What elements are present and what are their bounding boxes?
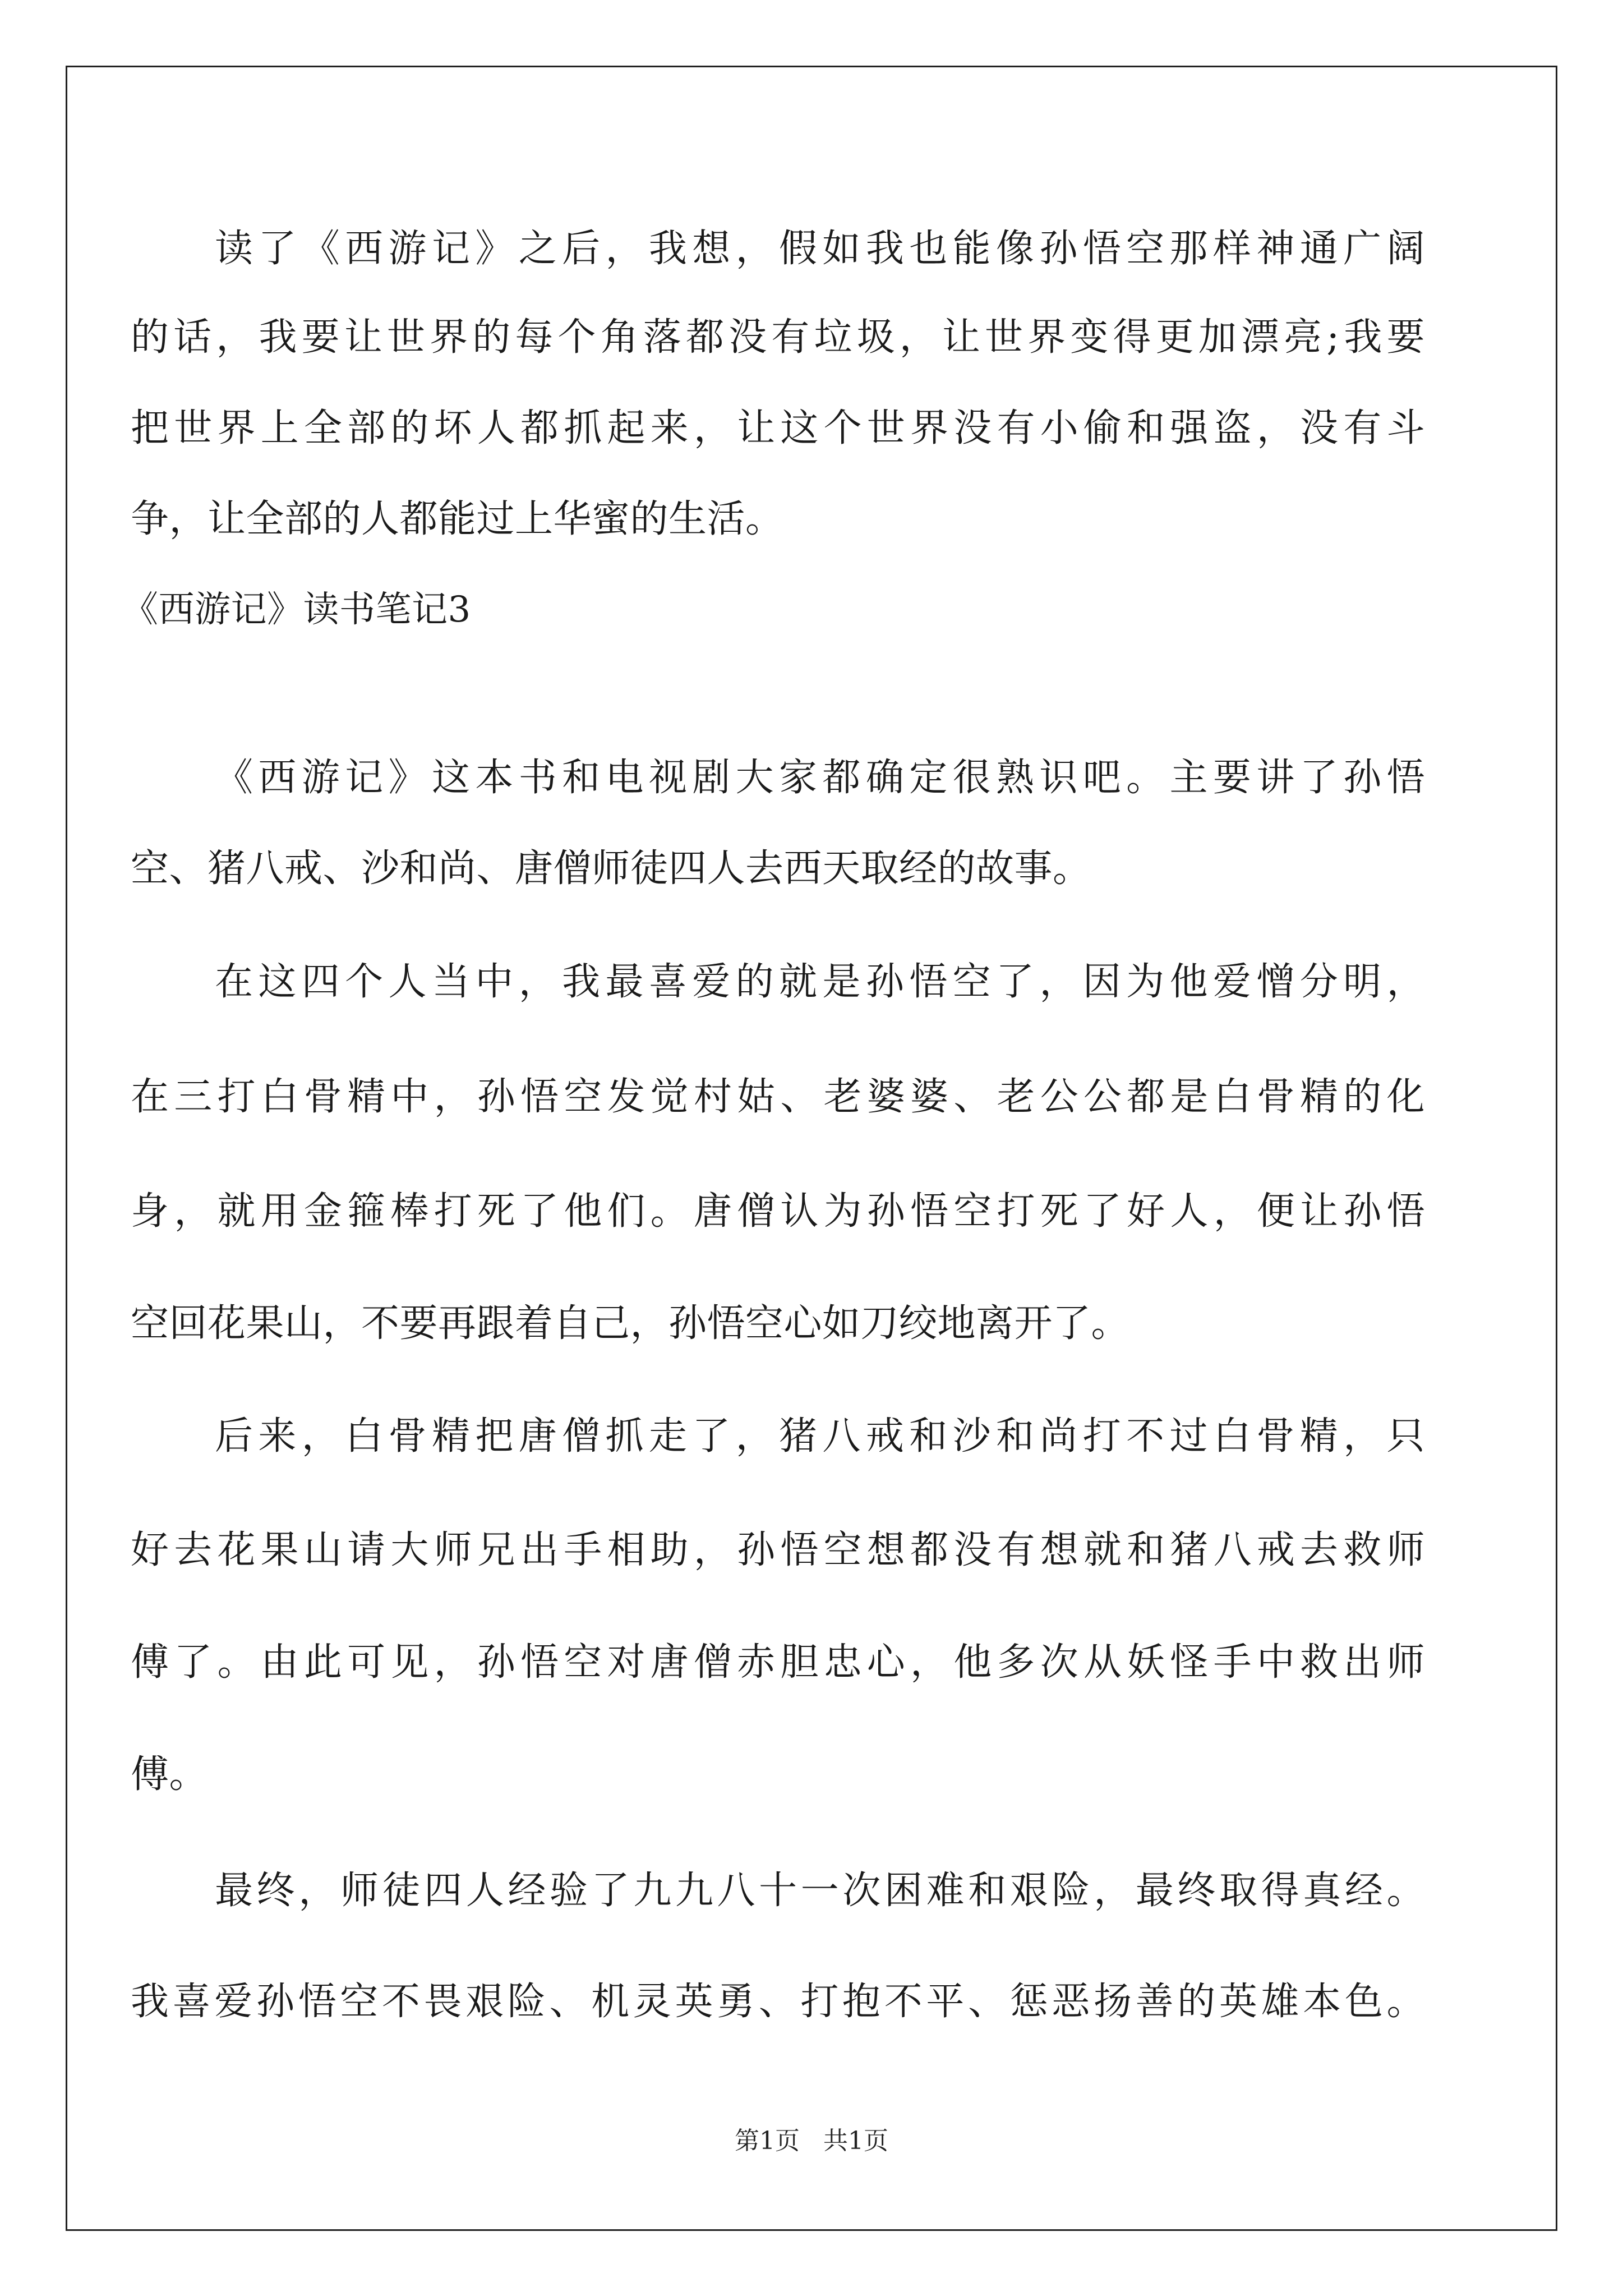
paragraph-4-line-1: 后来，白骨精把唐僧抓走了，猪八戒和沙和尚打不过白骨精，只: [215, 1414, 1425, 1458]
paragraph-3-line-4: 空回花果山，不要再跟着自己，孙悟空心如刀绞地离开了。: [131, 1301, 1130, 1346]
paragraph-4-line-3: 傅了。由此可见，孙悟空对唐僧赤胆忠心，他多次从妖怪手中救出师: [131, 1640, 1425, 1685]
paragraph-1-line-2: 的话，我要让世界的每个角落都没有垃圾，让世界变得更加漂亮;我要: [131, 315, 1425, 360]
paragraph-5-line-1: 最终，师徒四人经验了九九八十一次困难和艰险，最终取得真经。: [215, 1869, 1425, 1913]
paragraph-1-line-3: 把世界上全部的坏人都抓起来，让这个世界没有小偷和强盗，没有斗: [131, 406, 1425, 450]
section-heading: 《西游记》读书笔记3: [122, 589, 471, 631]
paragraph-2-line-2: 空、猪八戒、沙和尚、唐僧师徒四人去西天取经的故事。: [131, 846, 1091, 891]
page-footer: 第1页 共1页: [735, 2127, 888, 2155]
paragraph-2-line-1: 《西游记》这本书和电视剧大家都确定很熟识吧。主要讲了孙悟: [215, 756, 1425, 800]
paragraph-3-line-2: 在三打白骨精中，孙悟空发觉村姑、老婆婆、老公公都是白骨精的化: [131, 1075, 1425, 1119]
paragraph-4-line-4: 傅。: [131, 1752, 208, 1797]
paragraph-3-line-3: 身，就用金箍棒打死了他们。唐僧认为孙悟空打死了好人，便让孙悟: [131, 1189, 1425, 1234]
paragraph-1-line-1: 读了《西游记》之后，我想，假如我也能像孙悟空那样神通广阔: [215, 227, 1425, 271]
paragraph-3-line-1: 在这四个人当中，我最喜爱的就是孙悟空了，因为他爱憎分明，: [215, 960, 1425, 1004]
paragraph-4-line-2: 好去花果山请大师兄出手相助，孙悟空想都没有想就和猪八戒去救师: [131, 1528, 1425, 1572]
paragraph-1-line-4: 争，让全部的人都能过上华蜜的生活。: [131, 497, 784, 541]
paragraph-5-line-2: 我喜爱孙悟空不畏艰险、机灵英勇、打抱不平、惩恶扬善的英雄本色。: [131, 1980, 1425, 2024]
